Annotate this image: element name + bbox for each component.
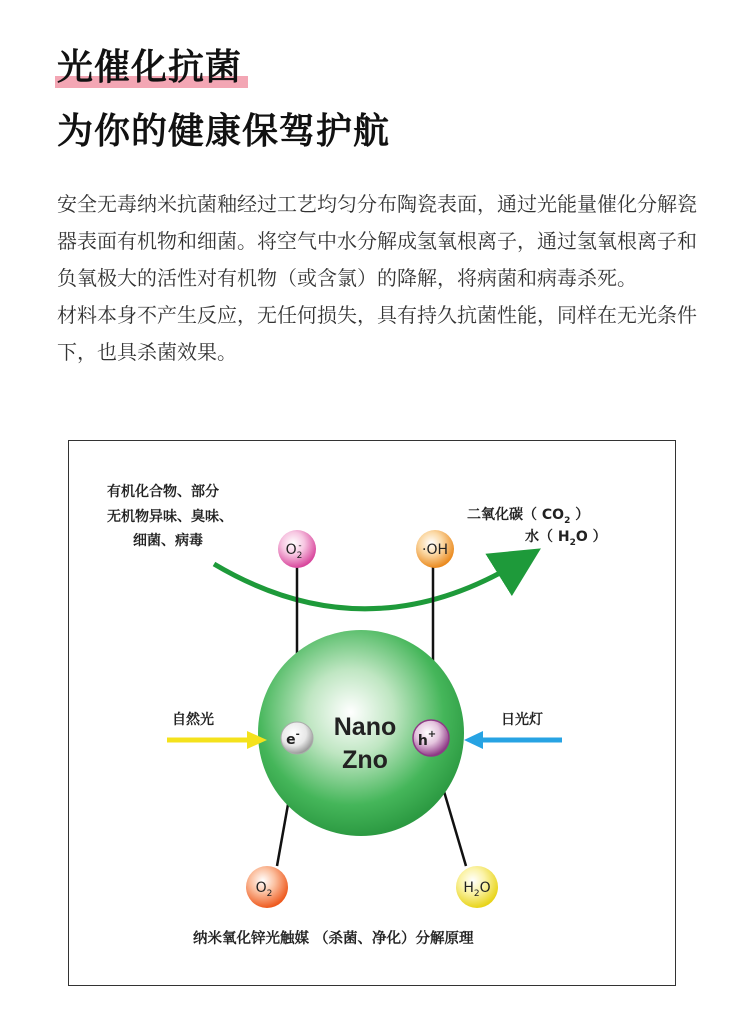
sun-lamp-arrow-head xyxy=(464,731,483,749)
reaction-arc-arrow xyxy=(214,559,524,609)
superoxide-node xyxy=(278,530,316,568)
superoxide-label: $O_2-$ xyxy=(285,541,303,561)
title-line-1: 光催化抗菌 xyxy=(57,47,243,88)
page-subtitle: 为你的健康保驾护航 xyxy=(57,111,391,152)
oxygen-label: $O_2$ xyxy=(255,880,273,899)
intro-paragraph-2: 材料本身不产生反应，无任何损失，具有持久抗菌性能，同样在无光条件下，也具杀菌效果。 xyxy=(57,303,697,364)
diagram-frame xyxy=(68,440,676,986)
water-label: $H_2O$ xyxy=(463,880,491,899)
sun-lamp-label: 日光灯 xyxy=(501,712,543,728)
input-label-line-2: 无机物异味、臭味、 xyxy=(107,509,233,525)
core-label-nano: Nano xyxy=(333,713,397,741)
input-label-line-3: 细菌、病毒 xyxy=(133,533,203,549)
water-node xyxy=(456,866,498,908)
diagram-caption: 纳米氧化锌光触媒 （杀菌、净化）分解原理 xyxy=(193,931,474,947)
page-title xyxy=(57,47,243,88)
intro-paragraph-1: 安全无毒纳米抗菌釉经过工艺均匀分布陶瓷表面，通过光能量催化分解瓷器表面有机物和细菌。将空气中水分解成氢氧根离子，通过氢氧根离子和负氧极大的活性对有机物（或含氯）的降解，将病菌和病毒杀死。 xyxy=(57,192,697,290)
input-label-line-1: 有机化合物、部分 xyxy=(107,484,219,500)
hole-label: h+ xyxy=(417,729,437,749)
electron-label: e- xyxy=(286,729,300,748)
photocatalysis-diagram xyxy=(69,441,675,985)
heading xyxy=(57,47,391,152)
hydroxyl-label: ·OH xyxy=(422,542,448,558)
output-label-water: 水（ $H_2O$ ） xyxy=(525,529,607,548)
output-label-co2: 二氧化碳（ $CO_2$ ） xyxy=(467,507,590,526)
core-label-zno: Zno xyxy=(342,746,388,774)
natural-light-label: 自然光 xyxy=(172,712,214,728)
oxygen-node xyxy=(246,866,288,908)
intro-text xyxy=(57,186,697,371)
